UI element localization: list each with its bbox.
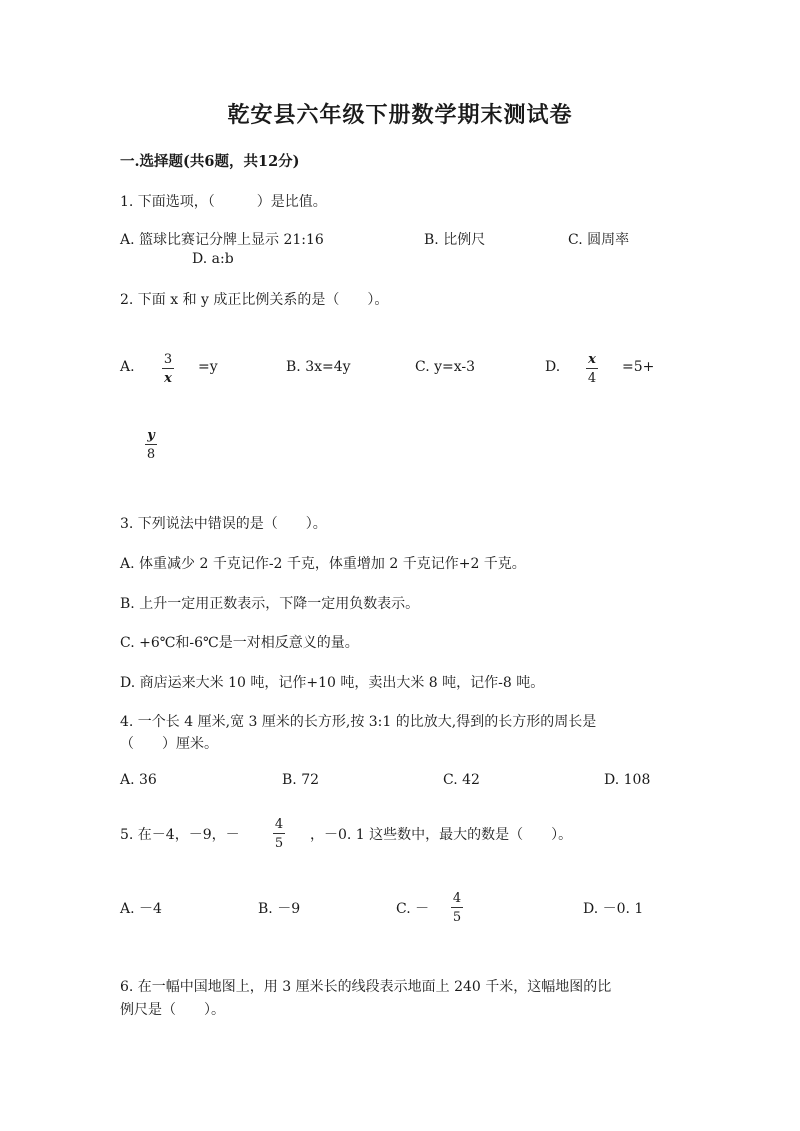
q3-option-c[interactable]: C. +6℃和-6℃是一对相反意义的量。 xyxy=(120,635,359,651)
q5-c-denominator: 5 xyxy=(452,910,462,925)
q6-stem-line2: 例尺是（ ）。 xyxy=(120,1002,225,1018)
q5-option-c-label[interactable]: C. － xyxy=(396,901,430,917)
q2-option-d-label[interactable]: D. xyxy=(545,359,561,375)
q2-option-d-rest: =5+ xyxy=(622,359,655,375)
q4-option-c[interactable]: C. 42 xyxy=(443,772,480,788)
q1-option-b[interactable]: B. 比例尺 xyxy=(424,232,486,248)
fraction-bar xyxy=(451,907,463,908)
q5-stem-post: ，－0. 1 这些数中，最大的数是（ ）。 xyxy=(310,827,573,843)
q2-option-d-fraction xyxy=(586,352,598,386)
q4-option-b[interactable]: B. 72 xyxy=(282,772,320,788)
q4-option-a[interactable]: A. 36 xyxy=(120,772,157,788)
q2-option-c[interactable]: C. y=x-3 xyxy=(415,359,476,375)
q3-option-a[interactable]: A. 体重减少 2 千克记作-2 千克，体重增加 2 千克记作+2 千克。 xyxy=(120,556,526,572)
fraction-bar xyxy=(145,444,157,445)
q4-stem-line1: 4. 一个长 4 厘米,宽 3 厘米的长方形,按 3:1 的比放大,得到的长方形的周长是 xyxy=(120,714,597,730)
page-title: 乾安县六年级下册数学期末测试卷 xyxy=(227,102,573,128)
q3-stem: 3. 下列说法中错误的是（ ）。 xyxy=(120,516,327,532)
q5-stem-fraction xyxy=(273,817,285,851)
q1-option-d[interactable]: D. a:b xyxy=(192,251,234,267)
q5-stem-denominator: 5 xyxy=(274,836,284,851)
q5-c-numerator: 4 xyxy=(452,891,462,906)
q2-option-a-fraction xyxy=(162,352,174,386)
fraction-bar xyxy=(273,833,285,834)
q4-option-d[interactable]: D. 108 xyxy=(604,772,651,788)
q3-option-d[interactable]: D. 商店运来大米 10 吨，记作+10 吨，卖出大米 8 吨，记作-8 吨。 xyxy=(120,675,545,691)
fraction-bar xyxy=(162,368,174,369)
q5-option-d[interactable]: D. －0. 1 xyxy=(583,901,644,917)
q5-option-a[interactable]: A. －4 xyxy=(120,901,162,917)
q3-option-b[interactable]: B. 上升一定用正数表示，下降一定用负数表示。 xyxy=(120,596,420,612)
q4-stem-line2: （ ）厘米。 xyxy=(120,736,218,752)
q1-stem: 1. 下面选项，（ ）是比值。 xyxy=(120,194,327,210)
q2-d-denominator-2: 8 xyxy=(146,447,156,462)
q2-d-denominator: 4 xyxy=(587,371,597,386)
q6-stem-line1: 6. 在一幅中国地图上，用 3 厘米长的线段表示地面上 240 千米，这幅地图的比 xyxy=(120,979,612,995)
q5-option-c-fraction xyxy=(451,891,463,925)
q2-a-denominator: x xyxy=(164,371,172,386)
q2-d-numerator-2: y xyxy=(147,428,155,443)
q2-stem: 2. 下面 x 和 y 成正比例关系的是（ ）。 xyxy=(120,292,389,308)
q2-a-numerator: 3 xyxy=(163,352,173,367)
q2-option-a-rest: =y xyxy=(198,359,218,375)
q2-option-a-label[interactable]: A. xyxy=(120,359,135,375)
q2-option-b[interactable]: B. 3x=4y xyxy=(286,359,351,375)
q1-option-c[interactable]: C. 圆周率 xyxy=(568,232,630,248)
q2-d-numerator: x xyxy=(588,352,596,367)
q5-stem-pre: 5. 在－4，－9，－ xyxy=(120,827,240,843)
q1-option-a[interactable]: A. 篮球比赛记分牌上显示 21:16 xyxy=(120,232,324,248)
section-heading: 一.选择题(共6题，共12分) xyxy=(120,153,300,170)
q5-option-b[interactable]: B. －9 xyxy=(258,901,301,917)
q5-stem-numerator: 4 xyxy=(274,817,284,832)
q2-option-d-fraction-2 xyxy=(145,428,157,462)
fraction-bar xyxy=(586,368,598,369)
